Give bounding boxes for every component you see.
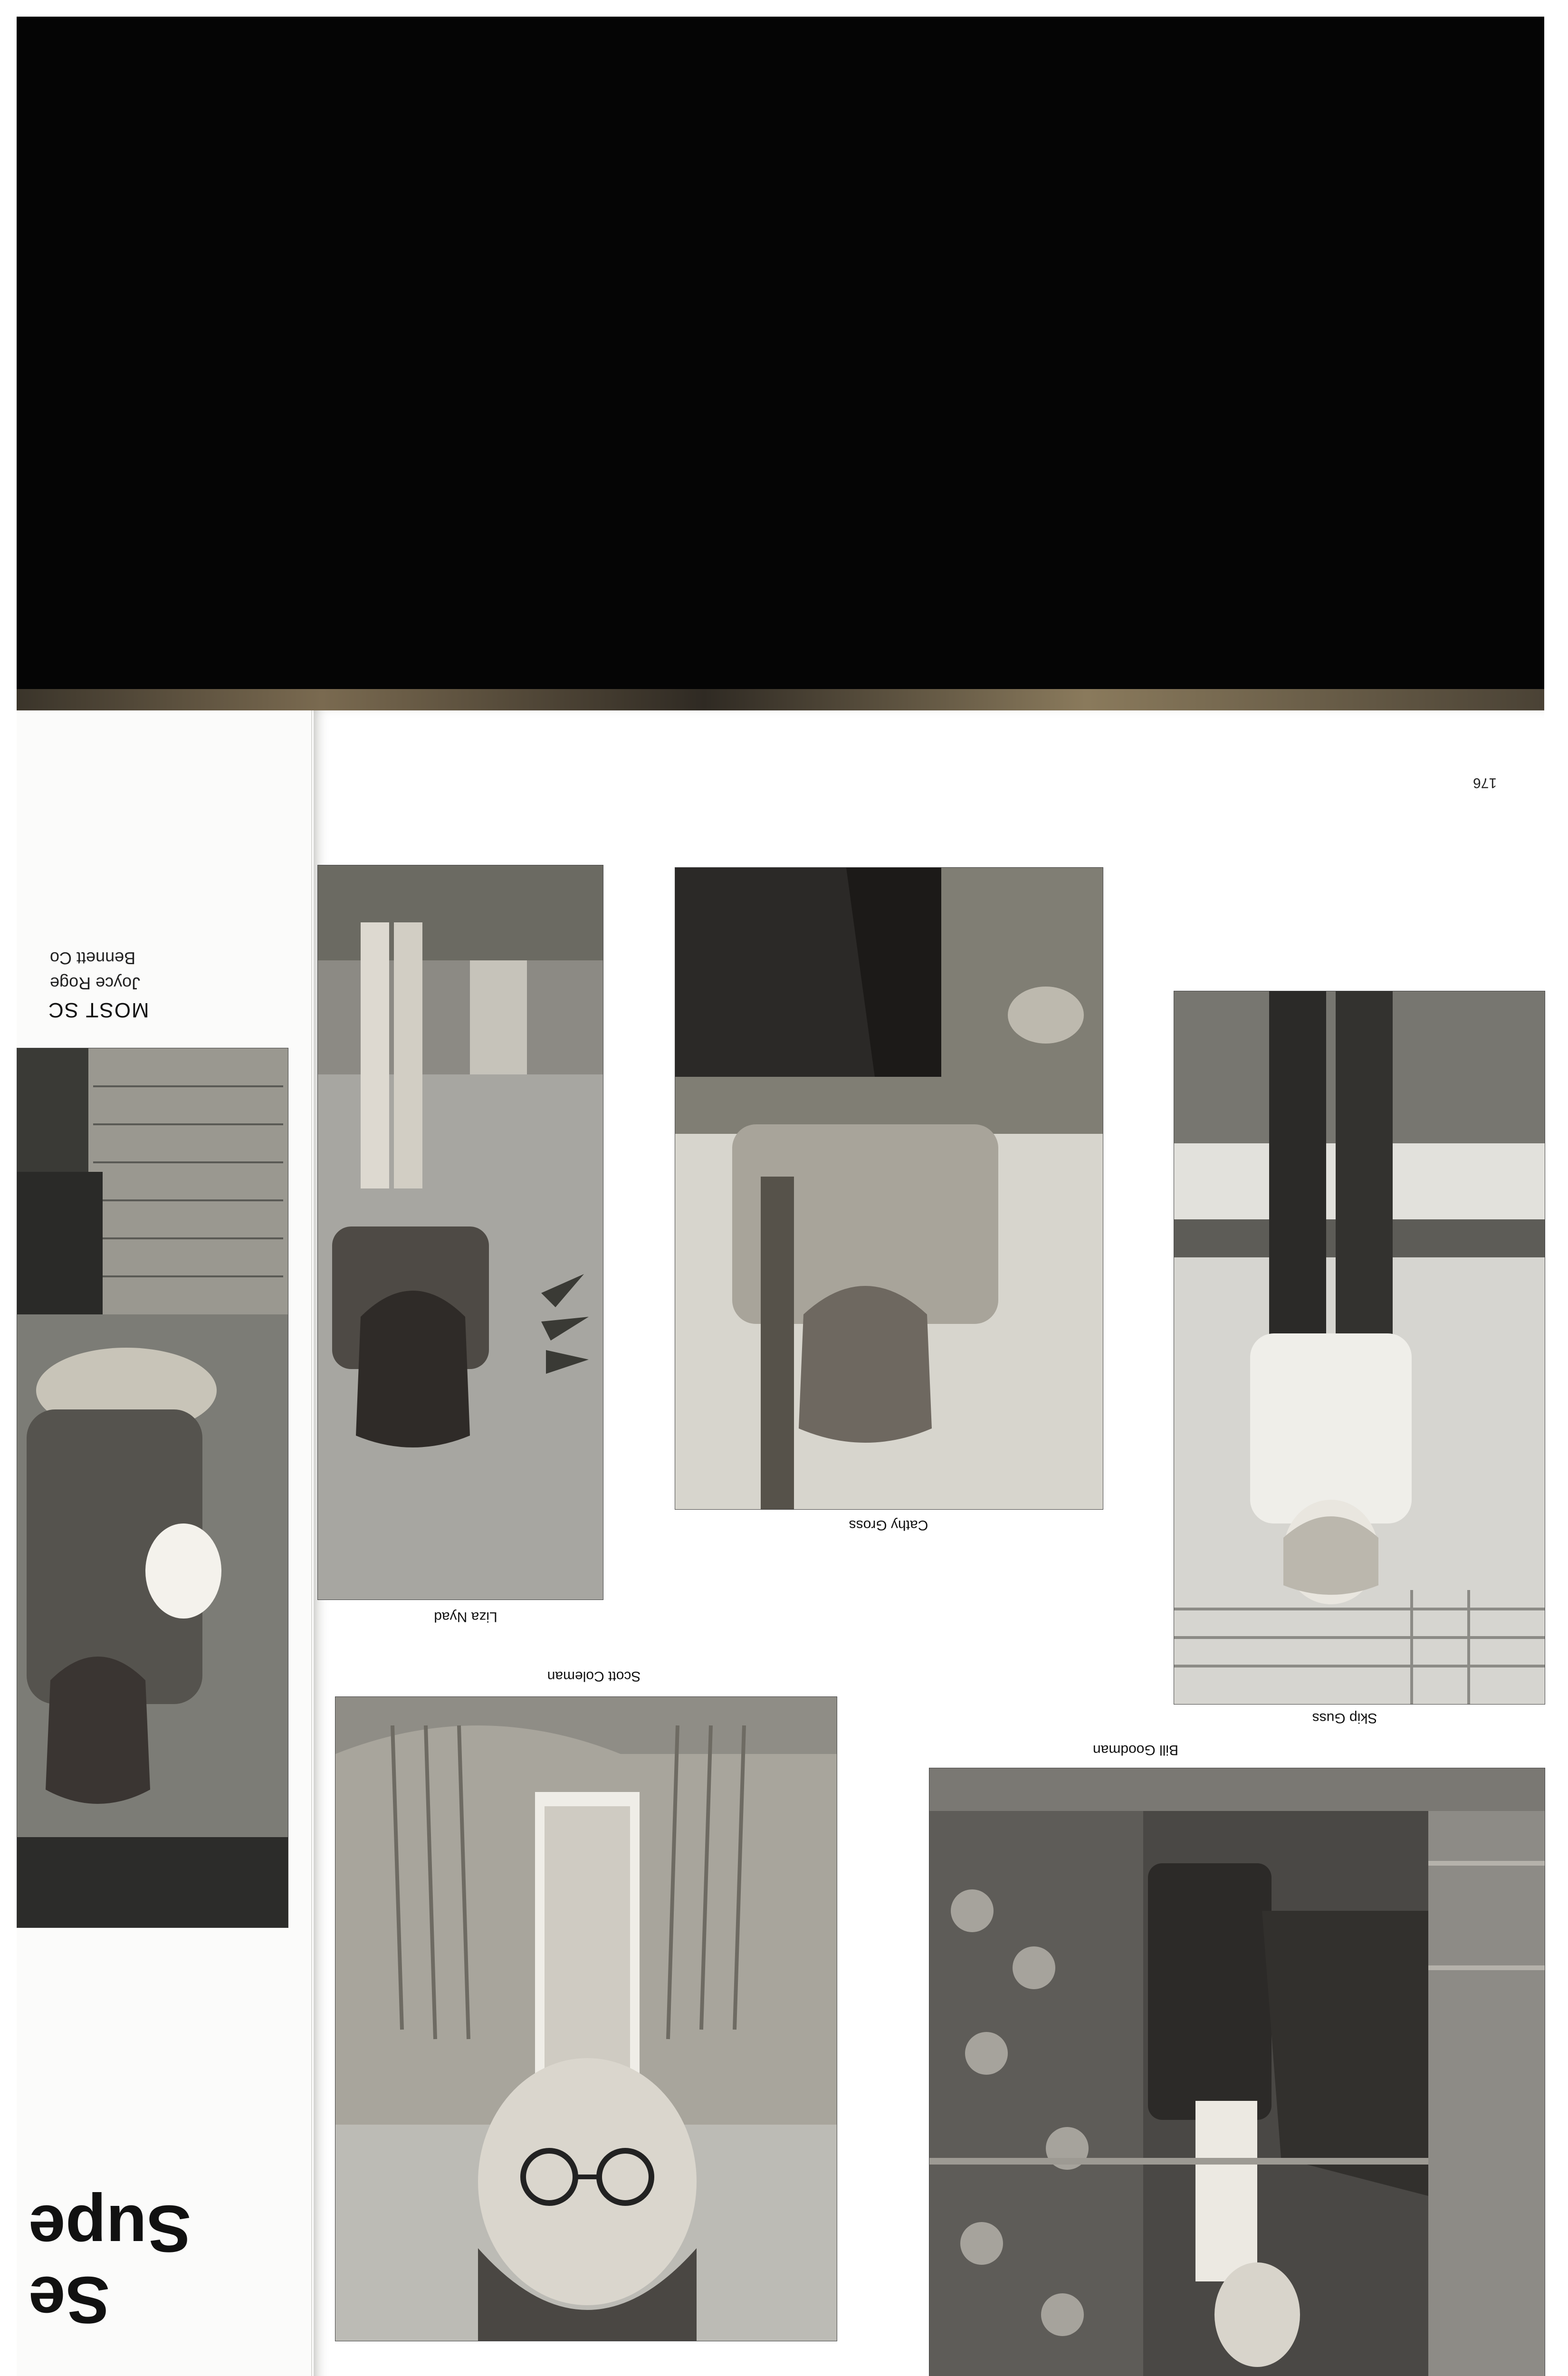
photo-scott-coleman [335,1696,837,2341]
page-number: 176 [1473,775,1497,791]
photo-girl-at-fountain [17,1048,288,1928]
page-title-fragment: Supe [29,2192,191,2266]
honoree-name: Joyce Roge [50,974,141,993]
photo-caption: Scott Coleman [547,1668,641,1684]
photo-skip-guss [1174,991,1545,1705]
photo-bill-goodman [929,1768,1545,2376]
page-title-fragment: Se [29,2263,110,2338]
honoree-name: Bennett Co [50,948,136,968]
book-cover [17,17,1544,706]
photo-caption: Liza Nyad [434,1609,497,1625]
photo-liza-nyad [317,865,603,1600]
photo-caption: Skip Guss [1312,1710,1377,1726]
book-spine-edge [17,689,1544,710]
photo-caption: Cathy Gross [849,1517,928,1533]
photo-caption: Bill Goodman [1092,1742,1179,1758]
section-heading: MOST SC [48,998,149,1022]
photo-cathy-gross [675,867,1103,1510]
